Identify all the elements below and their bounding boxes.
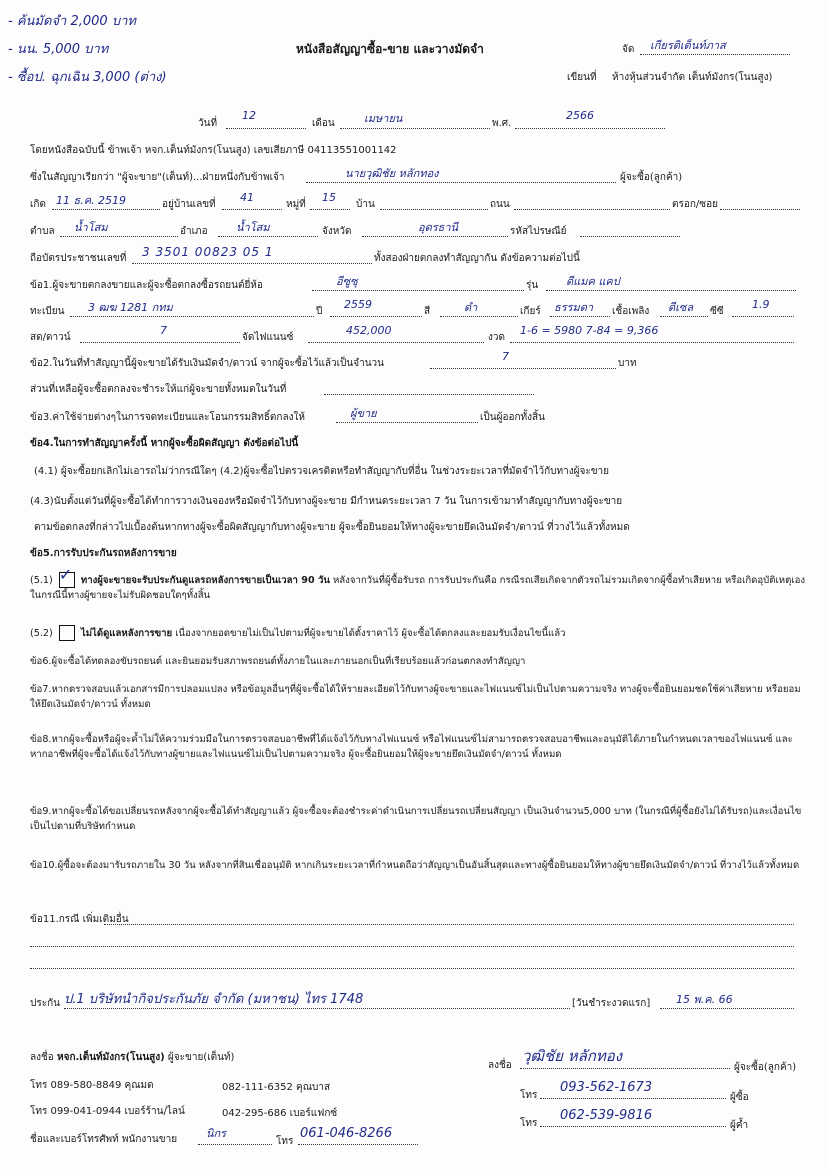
tel-label: โทร: [520, 1090, 538, 1101]
clause2-remaining: ส่วนที่เหลือผู้จะซื้อตกลงจะชำระให้แก่ผู้จะขายทั้งหมดในวันที่: [30, 384, 287, 395]
option-number: (5.1): [30, 575, 53, 586]
day-value: 12: [242, 109, 256, 122]
clause10-text: ข้อ10.ผู้ซื้อจะต้องมารับรถภายใน 30 วัน หลังจากที่สินเชื่ออนุมัติ หากเกินระยะเวลาที่กำหนดถือว่าสัญญาเป็นอันสิ้นสุดและทางผู้ซื้อยินยอมให้ทางผู้ขายยึดเงินมัดจำ/ดาวน์ ที่วางไว้แล้วทั้งหมด: [30, 860, 800, 871]
seller-role: ผู้จะขาย(เต็นท์): [167, 1052, 235, 1063]
option-number: (5.2): [30, 628, 53, 639]
buyer-tel-role: ผู้ซื้อ: [730, 1092, 749, 1103]
house-no-label: อยู่บ้านเลขที่: [162, 199, 216, 210]
model-label: รุ่น: [526, 280, 539, 291]
clause4-item: (4.3)นับตั้งแต่วันที่ผู้จะซื้อได้ทำการวางเงินจองหรือมัดจำไว้กับทางผู้จะขาย มีกำหนดระยะเวลา 7 วัน ในการเข้ามาทำสัญญากับทางผู้จะขาย: [30, 496, 623, 507]
buyer-tel: 093-562-1673: [560, 1080, 653, 1095]
buyer-name: นายวุฒิชัย หลักทอง: [345, 167, 439, 180]
clause7-text: ข้อ7.หากตรวจสอบแล้วเอกสารมีการปลอมแปลง หรือข้อมูลอื่นๆที่ผู้จะซื้อได้ให้รายละเอียดไว้กับทางผู้จะขายและไฟแนนซ์ไม่เป็นไปตามความจริง ทางผู้จะซื้อยินยอมชดใช้ค่าเสียหาย หรือยอมให้ยึดเงินมัดจำ/ดาวน์ ทั้งหมด: [30, 684, 801, 710]
tambon-label: ตำบล: [30, 226, 55, 237]
born-value: 11 ธ.ค. 2519: [56, 194, 127, 207]
clause4-title: ข้อ4.ในการทำสัญญาครั้งนี้ หากผู้จะซื้อผิดสัญญา ดังข้อต่อไปนี้: [30, 438, 299, 449]
buyer-role: ผู้จะซื้อ(ลูกค้า): [620, 172, 683, 183]
car-cc: 1.9: [752, 298, 770, 311]
option-text: หลังจากวันที่ผู้ซื้อรับรถ การรับประกันคือ กรณีรถเสียเกิดจากตัวรถไม่รวมเกิดจากผู้ซื้อทำเสียหาย หรือเกิดอุบัติเหตุเอง ในกรณีนี้ทางผู้ขายจะไม่รับผิดชอบใดๆทั้งสิ้น: [30, 575, 806, 601]
cc-label: ซีซี: [710, 306, 724, 317]
province-value: อุดรธานี: [418, 221, 459, 234]
guarantor-tel-role: ผู้ค้ำ: [730, 1120, 749, 1131]
option-bold: ทางผู้จะขายจะรับประกันดูแลรถหลังการขายเป็นเวลา 90 วัน: [80, 575, 330, 586]
insurance-value: ป.1 บริษัทนำกิจประกันภัย จำกัด (มหาชน) ไทร 1748: [64, 992, 364, 1007]
car-model: ดีแมค แคป: [566, 275, 620, 288]
tel-label: โทร: [520, 1118, 538, 1129]
installment-label: งวด: [488, 332, 505, 343]
tambon-value: น้ำโสม: [74, 221, 108, 234]
province-label: จังหวัด: [322, 226, 352, 237]
moo-value: 15: [322, 191, 336, 204]
car-year: 2559: [344, 298, 372, 311]
staff-name: นิกร: [206, 1127, 227, 1140]
clause4-item: ตามข้อตกลงที่กล่าวไปเบื้องต้นหากทางผู้จะซื้อผิดสัญญากับทางผู้จะขาย ผู้จะซื้อยินยอมให้ทางผู้จะขายยึดเงินมัดจำ/ดาวน์ ที่วางไว้แล้วทั้งหมด: [34, 522, 630, 533]
clause5-option-1: [30, 565, 808, 603]
down-value: 7: [160, 324, 167, 337]
clause9-text: ข้อ9.หากผู้จะซื้อได้ขอเปลี่ยนรถหลังจากผู้จะซื้อได้ทำสัญญาแล้ว ผู้จะซื้อจะต้องชำระค่าดำเนินการเปลี่ยนรถเปลี่ยนสัญญา เป็นเงินจำนวน5,000 บาท (ในกรณีที่ผู้ซื้อยังไม่ได้รับรถ)และเงื่อนไขเป็นไปตามที่บริษัทกำหนด: [30, 806, 802, 832]
buyer-sign-label: ลงชื่อ: [488, 1060, 512, 1071]
seller-phone: 042-295-686 เบอร์แฟกซ์: [222, 1108, 338, 1119]
clause6-text: ข้อ6.ผู้จะซื้อได้ทดลองขับรถยนต์ และยินยอมรับสภาพรถยนต์ทั้งภายในและภายนอกเป็นที่เรียบร้อยแล้วก่อนตกลงทำสัญญา: [30, 656, 526, 667]
margin-note: - นน. 5,000 บาท: [8, 42, 109, 57]
road-label: ถนน: [490, 199, 510, 210]
clause11-text: ข้อ11.กรณี เพิ่มเติมอื่น: [30, 914, 129, 925]
amphoe-label: อำเภอ: [180, 226, 208, 237]
no-warranty-checkbox[interactable]: [59, 625, 75, 641]
buyer-signature: วุฒิชัย หลักทอง: [522, 1047, 623, 1065]
amphoe-value: น้ำโสม: [236, 221, 270, 234]
checkmark-icon: ✓: [58, 565, 73, 584]
month-value: เมษายน: [364, 112, 403, 125]
installment-value: 1-6 = 5980 7-84 = 9,366: [520, 324, 659, 337]
clause1-label: ข้อ1.ผู้จะขายตกลงขายและผู้จะซื้อตกลงซื้อรถยนต์ยี่ห้อ: [30, 280, 263, 291]
finance-value: 452,000: [346, 324, 392, 337]
clause4-item: (4.1) ผู้จะซื้อยกเลิกไม่เอารถไม่ว่ากรณีใดๆ (4.2)ผู้จะซื้อไปตรวจเครดิตหรือทำสัญญากับที่อื่น ในช่วงระยะเวลาที่มัดจำไว้กับทางผู้จะขาย: [34, 466, 610, 477]
car-year-label: ปี: [316, 306, 323, 317]
party-text: ซึ่งในสัญญาเรียกว่า "ผู้จะขาย"(เต็นท์)...ฝ่ายหนึ่งกับข้าพเจ้า: [30, 172, 285, 183]
option-text: เนื่องจากยอดขายไม่เป็นไปตามที่ผู้จะขายได้ตั้งราคาไว้ ผู้จะซื้อได้ตกลงและยอมรับเงื่อนไขนี้แล้ว: [175, 628, 566, 639]
first-payment-date: 15 พ.ค. 66: [676, 993, 733, 1006]
gear-label: เกียร์: [520, 306, 541, 317]
day-label: วันที่: [198, 118, 218, 129]
village-label: บ้าน: [356, 199, 375, 210]
year-value: 2566: [566, 109, 594, 122]
seller-sign-line: [30, 1050, 234, 1065]
clause2-text: ข้อ2.ในวันที่ทำสัญญานี้ผู้จะขายได้รับเงินมัดจำ/ดาวน์ จากผู้จะซื้อไว้แล้วเป็นจำนวน: [30, 358, 385, 369]
clause8-text: ข้อ8.หากผู้จะซื้อหรือผู้จะค้ำไม่ให้ความร่วมมือในการตรวจสอบอาชีพที่ได้แจ้งไว้กับทางไฟแนนซ์ หรือไฟแนนซ์ไม่สามารถตรวจสอบอาชีพและอนุมัติได้ภายในกำหนดเวลาของไฟแนนซ์ และหากอาชีพที่ผู้จะซื้อได้แจ้งไว้กับทางผู้ขายและไฟแนนซ์ไม่เป็นไปตามความจริง ผู้จะซื้อยินยอมให้ผู้จะขายยึดเงินมัดจำ/ดาวน์ ทั้งหมด: [30, 734, 793, 760]
clause2-amount: 7: [502, 350, 509, 363]
car-brand: อีซูซุ: [336, 275, 358, 288]
id-label: ถือบัตรประชาชนเลขที่: [30, 253, 127, 264]
clause3-suffix: เป็นผู้ออกทั้งสิ้น: [480, 412, 545, 423]
company-line: ห้างหุ้นส่วนจำกัด เต็นท์มังกร(โนนสูง): [612, 72, 773, 83]
id-value: 3 3501 00823 05 1: [142, 245, 274, 259]
place-label: จัด: [622, 44, 635, 55]
first-payment-label: [วันชำระงวดแรก]: [572, 998, 651, 1009]
clause3-text: ข้อ3.ค่าใช้จ่ายต่างๆในการจดทะเบียนและโอนกรรมสิทธิ์ตกลงให้: [30, 412, 305, 423]
intro-text: โดยหนังสือฉบับนี้ ข้าพเจ้า หจก.เต็นท์มังกร(โนนสูง) เลขเสียภาษี 04113551001142: [30, 145, 397, 156]
born-label: เกิด: [30, 199, 46, 210]
car-reg: 3 ฒฆ 1281 กทม: [88, 301, 173, 314]
fuel-label: เชื้อเพลิง: [612, 306, 650, 317]
guarantor-tel: 062-539-9816: [560, 1108, 653, 1123]
staff-label: ชื่อและเบอร์โทรศัพท์ พนักงานขาย: [30, 1134, 178, 1145]
buyer-sign-role: ผู้จะซื้อ(ลูกค้า): [734, 1062, 797, 1073]
seller-name: หจก.เต็นท์มังกร(โนนสูง): [57, 1052, 165, 1063]
postal-label: รหัสไปรษณีย์: [510, 226, 567, 237]
year-label: พ.ศ.: [492, 118, 512, 129]
id-suffix: ทั้งสองฝ่ายตกลงทำสัญญากัน ดังข้อความต่อไปนี้: [374, 253, 580, 264]
reg-label: ทะเบียน: [30, 306, 65, 317]
down-label: สด/ดาวน์: [30, 332, 71, 343]
insurance-label: ประกัน: [30, 998, 60, 1009]
place-value: เกียรติเต็นท์ภาส: [650, 39, 726, 52]
seller-phone: โทร 099-041-0944 เบอร์ร้าน/ไลน์: [30, 1106, 185, 1117]
margin-note: - ค้นมัดจำ 2,000 บาท: [8, 14, 136, 29]
staff-tel-label: โทร: [276, 1136, 294, 1147]
clause3-value: ผู้ขาย: [350, 407, 377, 420]
margin-note: - ซื้อป. ฉุกเฉิน 3,000 (ต่าง): [8, 70, 167, 85]
seller-phone: โทร 089-580-8849 คุณมด: [30, 1080, 154, 1091]
option-bold: ไม่ได้ดูแลหลังการขาย: [80, 628, 173, 639]
month-label: เดือน: [312, 118, 335, 129]
clause5-option-2: [30, 625, 808, 641]
soi-label: ตรอก/ซอย: [672, 199, 718, 210]
written-at-label: เขียนที่: [567, 72, 597, 83]
page-title: หนังสือสัญญาซื้อ-ขาย และวางมัดจำ: [296, 42, 484, 56]
car-fuel: ดีเซล: [668, 301, 694, 314]
written-at-value: เต็นท์มังกร: [700, 1150, 705, 1151]
clause5-title: ข้อ5.การรับประกันรถหลังการขาย: [30, 548, 177, 559]
finance-label: จัดไฟแนนซ์: [242, 332, 294, 343]
seller-sign-label: ลงชื่อ: [30, 1052, 54, 1063]
house-no-value: 41: [240, 191, 254, 204]
color-label: สี: [424, 306, 431, 317]
clause2-unit: บาท: [618, 358, 637, 369]
moo-label: หมู่ที่: [286, 199, 306, 210]
staff-tel: 061-046-8266: [300, 1126, 393, 1141]
warranty-90-checkbox[interactable]: [58, 565, 75, 588]
car-color: ดำ: [464, 301, 478, 314]
car-gear: ธรรมดา: [554, 301, 594, 314]
seller-phone: 082-111-6352 คุณบาส: [222, 1082, 331, 1093]
